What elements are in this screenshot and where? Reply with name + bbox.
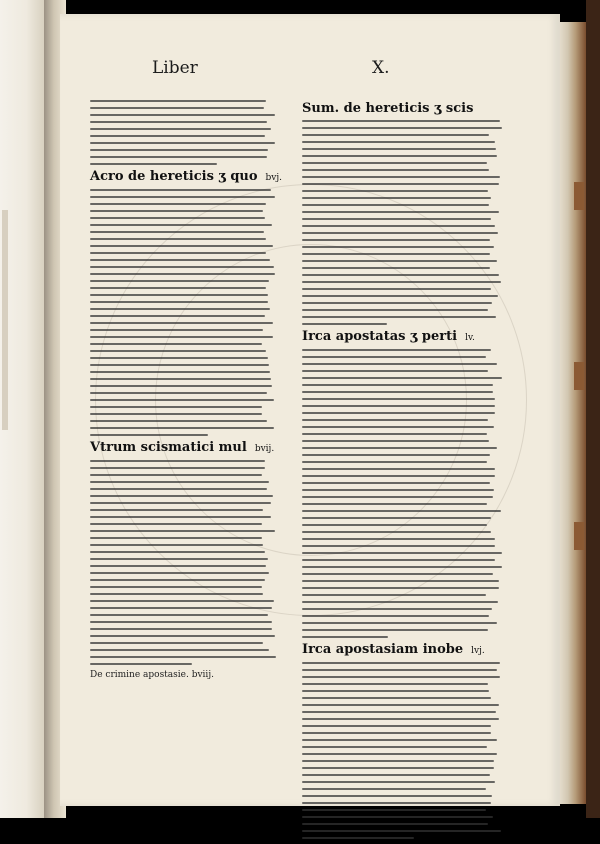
text-line [302,316,496,318]
text-line [90,663,192,665]
text-line [90,114,275,116]
text-line [302,246,494,248]
text-line [90,315,265,317]
text-line [302,377,502,379]
text-line [302,704,499,706]
page-stack-edge [560,22,586,804]
text-line [302,134,489,136]
text-line [302,816,493,818]
text-line [90,656,276,658]
text-line [302,176,500,178]
text-line [302,190,488,192]
text-line [302,363,497,365]
text-line [302,594,486,596]
text-line [90,301,268,303]
colophon-line: De crimine apostasie. bviij. [90,670,214,680]
text-line [302,788,486,790]
section-heading: Vtrum scismatici mul bvij. [90,440,275,455]
text-line [302,239,490,241]
text-line [90,224,272,226]
text-line [90,107,264,109]
text-line [302,461,487,463]
running-head-left: Liber [152,58,198,78]
text-line [90,252,266,254]
text-line [90,481,269,483]
text-line [90,551,265,553]
text-line [302,218,491,220]
text-line [302,809,486,811]
text-line [302,545,495,547]
previous-page-edge [0,0,44,818]
text-line [302,183,499,185]
text-line [302,141,495,143]
ribbon-tab [574,362,584,390]
text-line [90,621,272,623]
text-line [302,774,490,776]
text-line [90,371,270,373]
text-line [302,510,501,512]
text-line [302,295,498,297]
section-number: bvj. [265,173,283,183]
text-line [302,323,387,325]
text-line [90,495,273,497]
text-line [90,100,266,102]
text-line [302,746,487,748]
text-line [302,753,497,755]
text-line [90,537,262,539]
text-line [302,629,488,631]
text-line [302,767,494,769]
text-line [90,420,267,422]
text-line [90,635,275,637]
text-line [302,608,492,610]
text-line [302,302,492,304]
text-line [302,690,489,692]
text-line [302,370,488,372]
text-line [302,281,501,283]
text-line [90,156,267,158]
text-line [90,149,268,151]
text-line [302,349,491,351]
text-line [302,433,487,435]
text-line [302,391,493,393]
text-line [302,267,490,269]
text-line [302,120,500,122]
text-line [90,350,266,352]
text-line [302,468,495,470]
text-line [302,531,491,533]
running-head-right: X. [372,58,390,78]
text-line [90,427,274,429]
section-heading: Irca apostasiam inobe lvj. [302,642,485,657]
text-line [302,475,495,477]
text-line [90,196,275,198]
text-line [90,502,271,504]
text-line [302,211,499,213]
text-line [90,322,273,324]
text-line [90,399,274,401]
text-line [90,259,270,261]
text-line [90,163,217,165]
text-column-left [90,100,283,682]
text-line [302,559,495,561]
section-number: bvij. [254,444,275,454]
text-line [302,732,491,734]
text-line [90,266,274,268]
text-line [302,615,489,617]
text-line [90,572,269,574]
ribbon-tab [574,182,584,210]
text-line [90,558,268,560]
text-line [90,523,262,525]
text-line [302,718,499,720]
text-line [90,385,272,387]
text-line [302,274,499,276]
text-line [90,628,272,630]
text-line [302,454,490,456]
section-number: lv. [465,333,475,343]
text-line [302,636,388,638]
text-line [90,642,263,644]
text-line [90,413,262,415]
text-line [90,516,271,518]
section-number: lvj. [471,646,485,656]
text-column-right [302,100,502,844]
text-line [302,232,498,234]
text-line [90,189,271,191]
text-line [90,238,266,240]
text-line [90,614,268,616]
text-line [90,142,275,144]
text-line [90,530,275,532]
text-line [302,524,487,526]
text-line [90,544,263,546]
text-line [302,288,491,290]
text-line [302,676,500,678]
text-line [302,398,495,400]
text-line [302,426,494,428]
text-line [90,579,265,581]
text-line [90,135,265,137]
text-line [90,121,267,123]
text-line [90,128,271,130]
text-line [90,460,265,462]
text-line [302,622,497,624]
text-line [302,356,486,358]
text-line [90,488,267,490]
text-line [302,127,502,129]
text-line [302,148,496,150]
text-line [90,565,266,567]
text-line [302,496,493,498]
text-line [302,197,491,199]
text-line [302,830,501,832]
text-line [302,795,492,797]
text-line [302,503,487,505]
text-line [302,538,495,540]
text-line [302,580,499,582]
text-line [302,587,499,589]
text-line [302,412,495,414]
text-line [90,434,208,436]
text-line [90,308,270,310]
text-line [90,357,268,359]
text-line [90,378,271,380]
text-line [90,392,267,394]
section-heading: Irca apostatas ʒ perti lv. [302,329,475,344]
text-line [90,280,269,282]
text-line [302,162,487,164]
ribbon-tab [574,522,584,550]
text-line [302,489,494,491]
text-line [302,662,500,664]
text-line [302,725,491,727]
text-line [302,760,494,762]
text-line [302,253,490,255]
text-line [90,509,263,511]
text-line [302,204,489,206]
text-line [302,309,488,311]
text-line [90,329,263,331]
text-line [302,155,497,157]
text-line [90,649,269,651]
text-line [302,669,497,671]
text-line [302,260,497,262]
section-heading: Sum. de hereticis ʒ scis [302,101,474,116]
section-heading: Acro de hereticis ʒ quo bvj. [90,169,283,184]
text-line [90,343,262,345]
text-line [90,210,263,212]
text-line [302,482,490,484]
text-line [90,203,266,205]
text-line [90,467,265,469]
text-line [90,217,265,219]
text-line [302,683,488,685]
text-line [302,566,502,568]
text-line [302,552,502,554]
text-line [302,697,491,699]
text-line [302,517,491,519]
text-line [90,245,273,247]
text-line [90,287,266,289]
text-line [302,739,497,741]
previous-page-fold [2,210,8,430]
text-line [302,419,488,421]
book-cover-edge [586,0,600,818]
text-line [302,781,495,783]
text-line [90,593,263,595]
text-line [90,336,273,338]
text-line [302,601,498,603]
text-line [302,384,493,386]
text-line [302,169,489,171]
text-line [302,802,491,804]
text-line [90,474,262,476]
text-line [90,406,262,408]
text-line [90,294,268,296]
text-line [302,225,495,227]
text-line [302,447,497,449]
text-line [302,405,495,407]
text-line [90,273,275,275]
text-line [302,837,414,839]
text-line [90,364,269,366]
text-line [302,823,488,825]
text-line [90,607,272,609]
text-line [302,711,496,713]
text-line [90,600,274,602]
text-line [90,586,262,588]
text-line [302,440,489,442]
text-line [90,231,264,233]
text-line [302,573,493,575]
